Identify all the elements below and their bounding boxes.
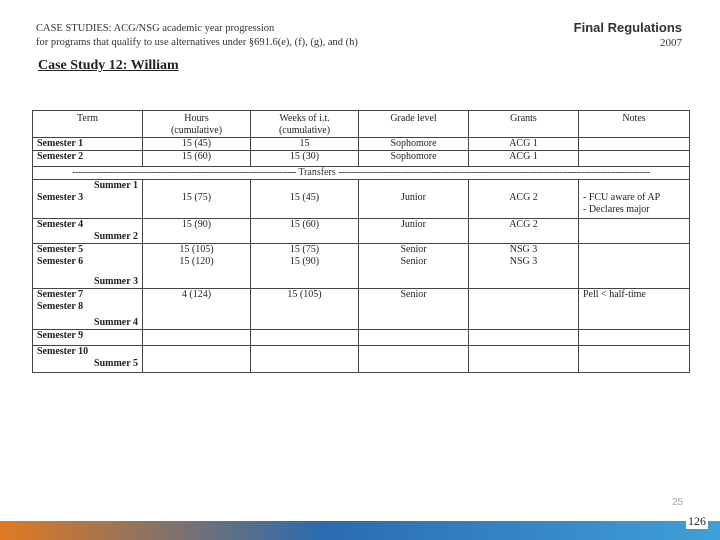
summer-row <box>33 358 690 373</box>
weeks-cell: 15 (60) <box>251 218 359 231</box>
notes-cell <box>579 218 690 231</box>
header-line-1: CASE STUDIES: ACG/NSG academic year progression <box>36 23 275 34</box>
col-header-hours: Hours (cumulative) <box>143 111 251 138</box>
grade-cell: Senior <box>359 288 469 301</box>
grade-cell: Junior <box>359 192 469 218</box>
col-header-term: Term <box>33 111 143 138</box>
notes-cell: - FCU aware of AP - Declares major <box>579 192 690 218</box>
hours-cell: 15 (45) <box>143 138 251 151</box>
notes-cell <box>579 151 690 167</box>
progression-table <box>32 110 690 373</box>
term-cell: Semester 9 <box>33 329 143 345</box>
grants-cell: ACG 2 <box>469 192 579 218</box>
transfers-divider: ------------------------------------------------------------------------------- Transfers -------------------------------------------------------------------------------------------------------------- <box>33 167 690 180</box>
term-cell: Semester 1 <box>33 138 143 151</box>
summer-cell: Summer 4 <box>33 317 143 330</box>
weeks-cell: 15 (45) <box>251 192 359 218</box>
weeks-cell: 15 (105) <box>251 288 359 301</box>
header-subtitle <box>36 22 358 50</box>
table-row <box>33 218 690 231</box>
grade-cell: Sophomore <box>359 151 469 167</box>
summer-cell: Summer 1 <box>33 180 143 193</box>
weeks-cell: 15 (90) <box>251 256 359 276</box>
grants-cell <box>469 288 579 301</box>
table-row <box>33 138 690 151</box>
regulations-year: 2007 <box>660 37 682 49</box>
term-cell: Semester 10 <box>33 345 143 358</box>
transfers-row <box>33 167 690 180</box>
weeks-cell: 15 <box>251 138 359 151</box>
transfers-label: Transfers <box>298 167 336 178</box>
summer-cell: Summer 3 <box>33 276 143 289</box>
summer-row <box>33 180 690 193</box>
term-cell: Semester 6 <box>33 256 143 276</box>
grade-cell: Senior <box>359 243 469 256</box>
hours-cell: 15 (105) <box>143 243 251 256</box>
weeks-cell: 15 (30) <box>251 151 359 167</box>
col-header-notes: Notes <box>579 111 690 138</box>
col-header-grade: Grade level <box>359 111 469 138</box>
table-row <box>33 151 690 167</box>
grants-cell: ACG 1 <box>469 138 579 151</box>
hours-cell: 4 (124) <box>143 288 251 301</box>
grade-cell: Sophomore <box>359 138 469 151</box>
hours-cell: 15 (120) <box>143 256 251 276</box>
table-row <box>33 256 690 276</box>
summer-row <box>33 276 690 289</box>
table-row <box>33 192 690 218</box>
term-cell: Semester 5 <box>33 243 143 256</box>
hours-cell: 15 (60) <box>143 151 251 167</box>
table-row <box>33 243 690 256</box>
col-header-weeks: Weeks of i.t. (cumulative) <box>251 111 359 138</box>
case-study-title: Case Study 12: William <box>38 58 179 73</box>
inner-page-number: 25 <box>672 497 684 508</box>
grants-cell: ACG 1 <box>469 151 579 167</box>
notes-cell: Pell < half-time <box>579 288 690 301</box>
table-row <box>33 301 690 317</box>
term-cell: Semester 8 <box>33 301 143 317</box>
weeks-cell: 15 (75) <box>251 243 359 256</box>
table-header-row <box>33 111 690 138</box>
footer-bar <box>0 521 720 540</box>
summer-cell: Summer 2 <box>33 231 143 244</box>
grants-cell: NSG 3 <box>469 256 579 276</box>
grants-cell: NSG 3 <box>469 243 579 256</box>
notes-cell <box>579 138 690 151</box>
regulations-title: Final Regulations <box>573 20 682 35</box>
slide-number: 126 <box>688 514 706 528</box>
summer-cell: Summer 5 <box>33 358 143 373</box>
term-cell: Semester 7 <box>33 288 143 301</box>
col-header-grants: Grants <box>469 111 579 138</box>
grade-cell: Senior <box>359 256 469 276</box>
notes-cell <box>579 243 690 256</box>
table-row <box>33 345 690 358</box>
hours-cell: 15 (75) <box>143 192 251 218</box>
hours-cell: 15 (90) <box>143 218 251 231</box>
summer-row <box>33 317 690 330</box>
grants-cell: ACG 2 <box>469 218 579 231</box>
table-row <box>33 288 690 301</box>
term-cell: Semester 4 <box>33 218 143 231</box>
header-right <box>574 20 682 51</box>
header-line-2: for programs that qualify to use alternatives under §691.6(e), (f), (g), and (h) <box>36 37 358 48</box>
grade-cell: Junior <box>359 218 469 231</box>
summer-row <box>33 231 690 244</box>
term-cell: Semester 2 <box>33 151 143 167</box>
table-row <box>33 329 690 345</box>
notes-cell <box>579 256 690 276</box>
term-cell: Semester 3 <box>33 192 143 218</box>
